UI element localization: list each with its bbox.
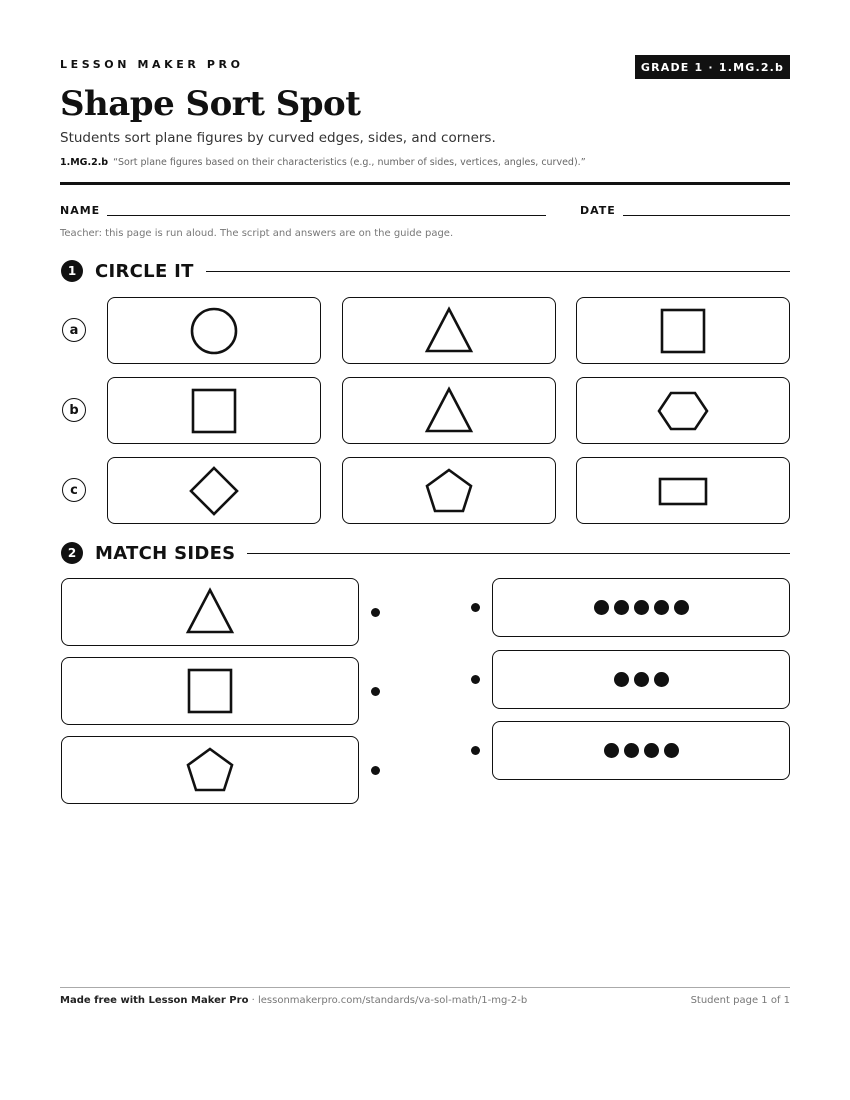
pentagon-icon [423,465,475,517]
match-anchor-dot[interactable] [371,687,380,696]
count-dot [604,743,619,758]
count-dot [644,743,659,758]
count-dot [674,600,689,615]
side-count-card [492,578,790,637]
count-dot [654,672,669,687]
shape-choice-card[interactable] [342,457,556,524]
brand-name: LESSON MAKER PRO [60,58,244,71]
side-count-card [492,650,790,709]
shape-choice-card[interactable] [107,377,321,444]
count-dot [664,743,679,758]
count-dot [614,600,629,615]
name-field[interactable] [107,215,546,216]
section-number-badge: 2 [61,542,83,564]
footer-divider [60,987,790,988]
match-anchor-dot[interactable] [471,746,480,755]
shape-choice-card[interactable] [576,297,790,364]
standard-line [60,157,586,168]
match-anchor-dot[interactable] [471,675,480,684]
teacher-note: Teacher: this page is run aloud. The script and answers are on the guide page. [60,228,454,239]
shape-choice-card[interactable] [107,457,321,524]
match-anchor-dot[interactable] [471,603,480,612]
count-dot [614,672,629,687]
page-subtitle: Students sort plane figures by curved edges, sides, and corners. [60,130,496,146]
square-icon [657,305,709,357]
match-shape-card [61,736,359,804]
triangle-icon [184,586,236,638]
date-field[interactable] [623,215,790,216]
side-count-card [492,721,790,780]
match-anchor-dot[interactable] [371,766,380,775]
count-dot [634,600,649,615]
section-rule [247,553,790,554]
section-title: MATCH SIDES [95,542,236,564]
header-divider [60,182,790,185]
shape-choice-card[interactable] [342,377,556,444]
circle-icon [188,305,240,357]
row-label-a: a [62,318,86,342]
section-rule [206,271,790,272]
count-dot [634,672,649,687]
shape-choice-card[interactable] [107,297,321,364]
side-count-dots [591,600,691,615]
count-dot [654,600,669,615]
side-count-dots [601,743,681,758]
row-label-c: c [62,478,86,502]
pentagon-icon [184,744,236,796]
footer-page-number: Student page 1 of 1 [690,995,790,1006]
standard-code: 1.MG.2.b [60,157,109,168]
triangle-icon [423,385,475,437]
match-anchor-dot[interactable] [371,608,380,617]
footer-url[interactable]: lessonmakerpro.com/standards/va-sol-math/1-mg-2-b [257,995,528,1006]
hexagon-icon [657,385,709,437]
row-label-b: b [62,398,86,422]
grade-badge: GRADE 1 · 1.MG.2.b [635,55,790,79]
page-title: Shape Sort Spot [60,84,361,124]
rectangle-icon [657,465,709,517]
match-shape-card [61,657,359,725]
square-icon [184,665,236,717]
section-title: CIRCLE IT [95,260,194,282]
diamond-icon [188,465,240,517]
footer-brand: Made free with Lesson Maker Pro [60,995,249,1006]
footer-separator: · [248,995,258,1006]
match-shape-card [61,578,359,646]
count-dot [594,600,609,615]
name-label: NAME [60,204,101,217]
side-count-dots [611,672,671,687]
section-circle-it-header [61,260,790,282]
footer-credit [60,995,527,1006]
section-match-sides-header [61,542,790,564]
standard-text: “Sort plane figures based on their characteristics (e.g., number of sides, vertices, angles, curved).” [113,157,586,168]
count-dot [624,743,639,758]
date-label: DATE [580,204,616,217]
shape-choice-card[interactable] [342,297,556,364]
shape-choice-card[interactable] [576,457,790,524]
shape-choice-card[interactable] [576,377,790,444]
square-icon [188,385,240,437]
triangle-icon [423,305,475,357]
section-number-badge: 1 [61,260,83,282]
